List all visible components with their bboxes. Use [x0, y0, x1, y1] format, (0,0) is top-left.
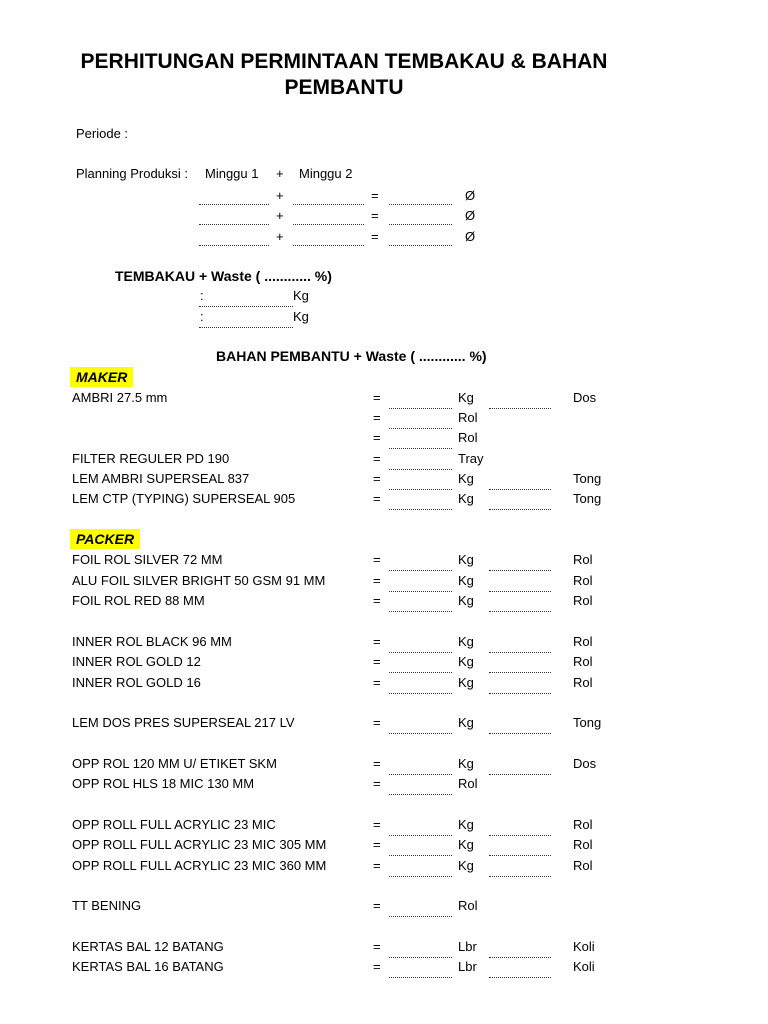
packer-item-equals: =	[373, 715, 381, 730]
packer-item-unit2: Rol	[573, 552, 593, 567]
packer-item-equals: =	[373, 776, 381, 791]
packer-qty-blank[interactable]	[389, 692, 452, 694]
maker-item-name: FILTER REGULER PD 190	[72, 451, 230, 466]
planning-row-diameter: Ø	[465, 208, 476, 223]
packer-qty2-blank[interactable]	[489, 671, 551, 673]
planning-row-plus: +	[276, 208, 284, 223]
periode-label: Periode :	[76, 126, 129, 141]
planning-week1-blank[interactable]	[199, 244, 269, 246]
packer-item-unit1: Lbr	[458, 939, 477, 954]
maker-qty-blank[interactable]	[389, 447, 452, 449]
packer-section-label: PACKER	[70, 529, 140, 549]
planning-week2: Minggu 2	[299, 166, 353, 181]
packer-qty2-blank[interactable]	[489, 875, 551, 877]
tembakau-colon: :	[200, 288, 204, 303]
planning-week1-blank[interactable]	[199, 203, 269, 205]
packer-item-equals: =	[373, 858, 381, 873]
packer-qty-blank[interactable]	[389, 915, 452, 917]
planning-row-equals: =	[371, 208, 379, 223]
tembakau-blank[interactable]	[199, 305, 293, 307]
packer-item-equals: =	[373, 939, 381, 954]
page-title-line-2: PEMBANTU	[284, 76, 404, 99]
maker-item-unit1: Rol	[458, 430, 478, 445]
packer-item-name: INNER ROL GOLD 16	[72, 675, 201, 690]
packer-item-unit2: Rol	[573, 634, 593, 649]
maker-qty-blank[interactable]	[389, 407, 452, 409]
maker-section-label: MAKER	[70, 367, 133, 387]
maker-qty-blank[interactable]	[389, 427, 452, 429]
maker-qty2-blank[interactable]	[489, 488, 551, 490]
packer-qty-blank[interactable]	[389, 834, 452, 836]
packer-qty-blank[interactable]	[389, 854, 452, 856]
packer-item-equals: =	[373, 552, 381, 567]
packer-item-name: OPP ROL 120 MM U/ ETIKET SKM	[72, 756, 277, 771]
packer-qty-blank[interactable]	[389, 773, 452, 775]
packer-qty-blank[interactable]	[389, 590, 452, 592]
planning-row-equals: =	[371, 188, 379, 203]
planning-week2-blank[interactable]	[293, 223, 364, 225]
packer-item-unit2: Rol	[573, 593, 593, 608]
planning-row-plus: +	[276, 229, 284, 244]
packer-item-name: OPP ROLL FULL ACRYLIC 23 MIC 305 MM	[72, 837, 327, 852]
packer-item-equals: =	[373, 959, 381, 974]
packer-qty2-blank[interactable]	[489, 976, 551, 978]
packer-qty-blank[interactable]	[389, 610, 452, 612]
planning-week2-blank[interactable]	[293, 203, 364, 205]
packer-item-equals: =	[373, 898, 381, 913]
packer-item-equals: =	[373, 634, 381, 649]
packer-item-name: OPP ROLL FULL ACRYLIC 23 MIC 360 MM	[72, 858, 327, 873]
packer-qty-blank[interactable]	[389, 793, 452, 795]
tembakau-blank[interactable]	[199, 326, 293, 328]
packer-item-unit2: Rol	[573, 675, 593, 690]
packer-item-equals: =	[373, 593, 381, 608]
packer-qty2-blank[interactable]	[489, 590, 551, 592]
packer-qty2-blank[interactable]	[489, 569, 551, 571]
packer-item-equals: =	[373, 837, 381, 852]
planning-week2-blank[interactable]	[293, 244, 364, 246]
planning-week1: Minggu 1	[205, 166, 259, 181]
maker-item-name: LEM AMBRI SUPERSEAL 837	[72, 471, 250, 486]
packer-item-unit1: Kg	[458, 634, 474, 649]
packer-qty-blank[interactable]	[389, 956, 452, 958]
packer-item-equals: =	[373, 675, 381, 690]
packer-item-unit2: Rol	[573, 858, 593, 873]
packer-item-unit1: Lbr	[458, 959, 477, 974]
maker-item-equals: =	[373, 410, 381, 425]
packer-item-unit2: Rol	[573, 654, 593, 669]
tembakau-heading: TEMBAKAU + Waste ( ............ %)	[115, 268, 332, 284]
page-title-line-1: PERHITUNGAN PERMINTAAN TEMBAKAU & BAHAN	[80, 50, 608, 73]
packer-qty2-blank[interactable]	[489, 773, 551, 775]
maker-item-unit1: Rol	[458, 410, 478, 425]
packer-item-unit2: Koli	[573, 939, 595, 954]
packer-qty-blank[interactable]	[389, 569, 452, 571]
packer-item-unit2: Koli	[573, 959, 595, 974]
packer-qty2-blank[interactable]	[489, 610, 551, 612]
packer-qty-blank[interactable]	[389, 732, 452, 734]
packer-qty2-blank[interactable]	[489, 834, 551, 836]
packer-item-unit2: Tong	[573, 715, 602, 730]
maker-item-equals: =	[373, 471, 381, 486]
packer-qty2-blank[interactable]	[489, 651, 551, 653]
planning-total-blank[interactable]	[389, 203, 452, 205]
packer-item-name: OPP ROLL FULL ACRYLIC 23 MIC	[72, 817, 276, 832]
packer-item-name: FOIL ROL RED 88 MM	[72, 593, 205, 608]
maker-item-unit2: Dos	[573, 390, 597, 405]
packer-item-name: FOIL ROL SILVER 72 MM	[72, 552, 223, 567]
maker-item-unit2: Tong	[573, 491, 602, 506]
packer-qty-blank[interactable]	[389, 976, 452, 978]
maker-item-unit1: Kg	[458, 390, 474, 405]
packer-item-unit1: Rol	[458, 898, 478, 913]
maker-item-unit1: Kg	[458, 491, 474, 506]
maker-item-unit1: Tray	[458, 451, 484, 466]
packer-item-equals: =	[373, 654, 381, 669]
packer-item-unit1: Rol	[458, 776, 478, 791]
packer-item-unit1: Kg	[458, 858, 474, 873]
packer-item-equals: =	[373, 817, 381, 832]
tembakau-unit: Kg	[293, 309, 309, 324]
maker-item-equals: =	[373, 451, 381, 466]
packer-item-unit1: Kg	[458, 756, 474, 771]
maker-qty-blank[interactable]	[389, 468, 452, 470]
packer-qty2-blank[interactable]	[489, 732, 551, 734]
planning-total-blank[interactable]	[389, 244, 452, 246]
maker-qty2-blank[interactable]	[489, 508, 551, 510]
packer-item-name: ALU FOIL SILVER BRIGHT 50 GSM 91 MM	[72, 573, 326, 588]
planning-total-blank[interactable]	[389, 223, 452, 225]
maker-item-unit1: Kg	[458, 471, 474, 486]
tembakau-unit: Kg	[293, 288, 309, 303]
packer-item-unit2: Dos	[573, 756, 597, 771]
maker-item-name: LEM CTP (TYPING) SUPERSEAL 905	[72, 491, 296, 506]
maker-qty-blank[interactable]	[389, 488, 452, 490]
maker-item-equals: =	[373, 430, 381, 445]
packer-item-name: LEM DOS PRES SUPERSEAL 217 LV	[72, 715, 295, 730]
bahan-heading: BAHAN PEMBANTU + Waste ( ............ %)	[216, 348, 487, 364]
packer-qty2-blank[interactable]	[489, 854, 551, 856]
planning-plus: +	[276, 166, 284, 181]
maker-qty2-blank[interactable]	[489, 407, 551, 409]
tembakau-colon: :	[200, 309, 204, 324]
packer-item-unit1: Kg	[458, 552, 474, 567]
packer-item-equals: =	[373, 573, 381, 588]
planning-row-equals: =	[371, 229, 379, 244]
packer-item-name: OPP ROL HLS 18 MIC 130 MM	[72, 776, 255, 791]
planning-week1-blank[interactable]	[199, 223, 269, 225]
packer-qty-blank[interactable]	[389, 875, 452, 877]
planning-label: Planning Produksi :	[76, 166, 189, 181]
maker-item-equals: =	[373, 390, 381, 405]
packer-item-unit2: Rol	[573, 837, 593, 852]
planning-row-diameter: Ø	[465, 188, 476, 203]
planning-row-plus: +	[276, 188, 284, 203]
packer-item-name: KERTAS BAL 16 BATANG	[72, 959, 224, 974]
packer-item-unit1: Kg	[458, 817, 474, 832]
packer-qty-blank[interactable]	[389, 671, 452, 673]
packer-qty2-blank[interactable]	[489, 692, 551, 694]
planning-row-diameter: Ø	[465, 229, 476, 244]
packer-item-unit1: Kg	[458, 715, 474, 730]
packer-item-name: KERTAS BAL 12 BATANG	[72, 939, 224, 954]
packer-item-unit1: Kg	[458, 675, 474, 690]
packer-item-name: TT BENING	[72, 898, 142, 913]
maker-item-equals: =	[373, 491, 381, 506]
packer-item-unit2: Rol	[573, 817, 593, 832]
packer-item-unit1: Kg	[458, 573, 474, 588]
packer-item-name: INNER ROL GOLD 12	[72, 654, 201, 669]
maker-item-name: AMBRI 27.5 mm	[72, 390, 168, 405]
packer-qty2-blank[interactable]	[489, 956, 551, 958]
packer-item-unit1: Kg	[458, 837, 474, 852]
packer-item-name: INNER ROL BLACK 96 MM	[72, 634, 232, 649]
packer-item-unit1: Kg	[458, 593, 474, 608]
packer-item-unit2: Rol	[573, 573, 593, 588]
packer-item-equals: =	[373, 756, 381, 771]
packer-qty-blank[interactable]	[389, 651, 452, 653]
maker-item-unit2: Tong	[573, 471, 602, 486]
packer-item-unit1: Kg	[458, 654, 474, 669]
maker-qty-blank[interactable]	[389, 508, 452, 510]
